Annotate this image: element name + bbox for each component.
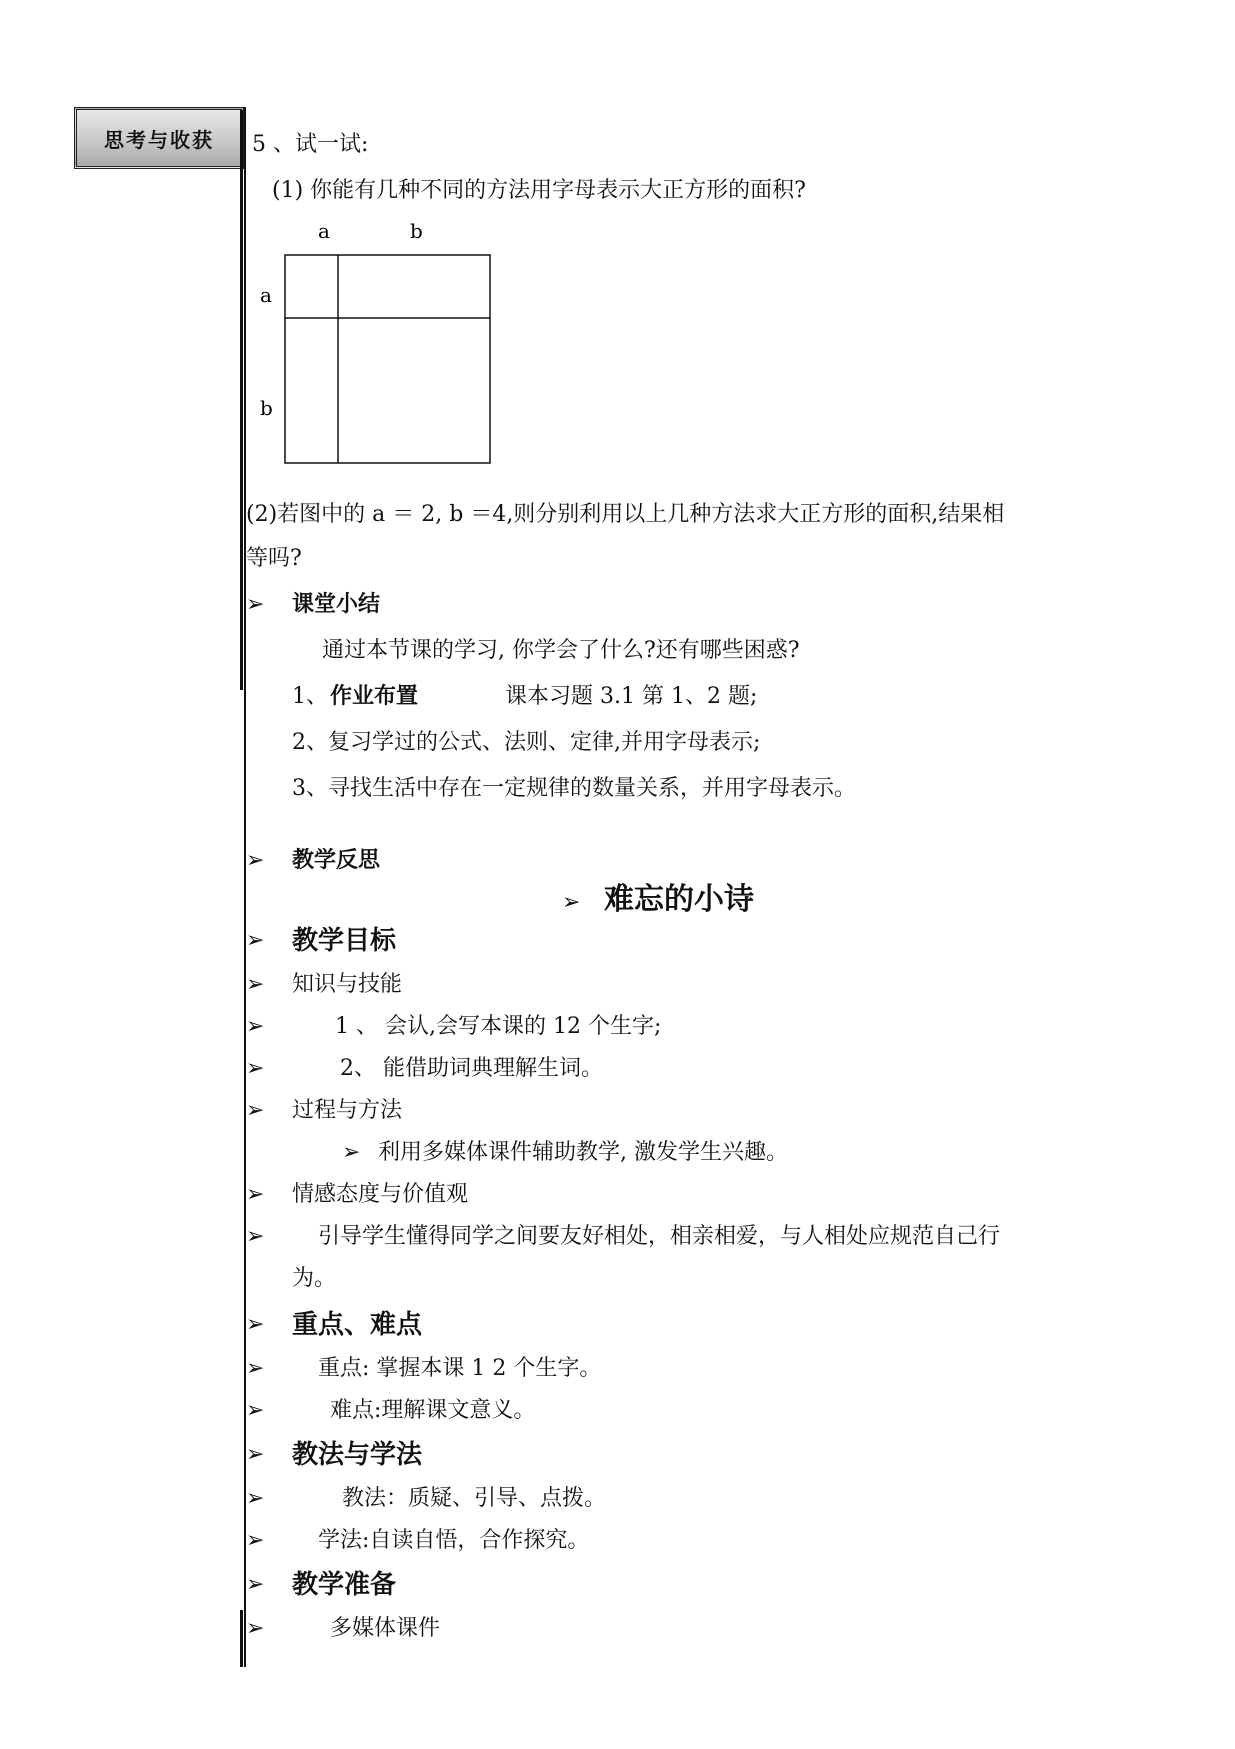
arrow-bullet-icon: ➢ [246,1398,265,1423]
arrow-bullet-icon: ➢ [246,1014,265,1039]
method-item-1: 教法：质疑、引导、点拨。 [342,1486,607,1511]
divider-thick-1 [240,110,243,690]
emotion-item-line1: 引导学生懂得同学之间要友好相处，相亲相爱，与人相处应规范自己行 [318,1224,1001,1249]
arrow-bullet-icon: ➢ [246,1312,265,1337]
divider-main [244,107,246,1667]
key-title: 重点、难点 [292,1310,423,1340]
prep-title: 教学准备 [292,1570,397,1600]
arrow-bullet-icon: ➢ [246,1528,265,1553]
arrow-bullet-icon: ➢ [342,1140,361,1165]
goals-title: 教学目标 [292,926,397,956]
arrow-bullet-icon: ➢ [246,928,265,953]
homework-1-text: 课本习题 3.1 第 1、2 题; [505,684,758,709]
fig-label-top-a: a [318,219,330,243]
method-title: 教法与学法 [292,1440,423,1470]
key-item-2: 难点:理解课文意义。 [330,1398,536,1423]
sidebar-label-box [74,107,244,169]
arrow-bullet-icon: ➢ [246,592,265,617]
try-question-2-line2: 等吗? [246,546,302,571]
knowledge-item-1: 1 、 会认,会写本课的 12 个生字; [335,1014,662,1039]
homework-1-number: 1、 [292,684,328,709]
arrow-bullet-icon: ➢ [246,1056,265,1081]
emotion-item-line2: 为。 [292,1266,337,1291]
try-question-2-line1: (2)若图中的 a ＝ 2, b ＝4,则分别利用以上几种方法求大正方形的面积,结果相 [246,502,1005,527]
arrow-bullet-icon: ➢ [246,1572,265,1597]
knowledge-item-2: 2、 能借助词典理解生词。 [340,1056,603,1081]
try-question-1: (1) 你能有几种不同的方法用字母表示大正方形的面积? [272,178,806,203]
knowledge-heading: 知识与技能 [292,972,403,997]
process-item-1: 利用多媒体课件辅助教学, 激发学生兴趣。 [378,1140,788,1165]
arrow-bullet-icon: ➢ [246,848,265,873]
arrow-bullet-icon: ➢ [246,1442,265,1467]
arrow-bullet-icon: ➢ [246,972,265,997]
summary-text: 通过本节课的学习, 你学会了什么?还有哪些困惑? [322,638,800,663]
method-item-2: 学法:自读自悟，合作探究。 [318,1528,590,1553]
sidebar-label: 思考与收获 [104,127,214,152]
square-figure [250,215,500,470]
arrow-bullet-icon: ➢ [246,1356,265,1381]
prep-item-1: 多媒体课件 [330,1616,441,1641]
homework-1-title: 作业布置 [330,684,419,709]
fig-label-left-a: a [260,283,272,307]
arrow-bullet-icon: ➢ [246,1616,265,1641]
homework-3: 3、寻找生活中存在一定规律的数量关系，并用字母表示。 [292,776,856,801]
arrow-bullet-icon: ➢ [246,1224,265,1249]
fig-outer-square [285,255,490,463]
lesson-title: 难忘的小诗 [604,882,754,917]
try-heading: 5 、试一试: [252,132,369,157]
key-item-1: 重点: 掌握本课 1 2 个生字。 [318,1356,602,1381]
divider-thick-2 [240,1610,243,1667]
arrow-bullet-icon: ➢ [246,1182,265,1207]
arrow-bullet-icon: ➢ [246,1098,265,1123]
reflect-title: 教学反思 [292,848,381,873]
arrow-bullet-icon: ➢ [562,890,581,915]
fig-label-left-b: b [260,396,273,420]
process-heading: 过程与方法 [292,1098,403,1123]
fig-label-top-b: b [410,219,423,243]
homework-2: 2、复习学过的公式、法则、定律,并用字母表示; [292,730,761,755]
emotion-heading: 情感态度与价值观 [292,1182,469,1207]
summary-title: 课堂小结 [292,592,381,617]
arrow-bullet-icon: ➢ [246,1486,265,1511]
